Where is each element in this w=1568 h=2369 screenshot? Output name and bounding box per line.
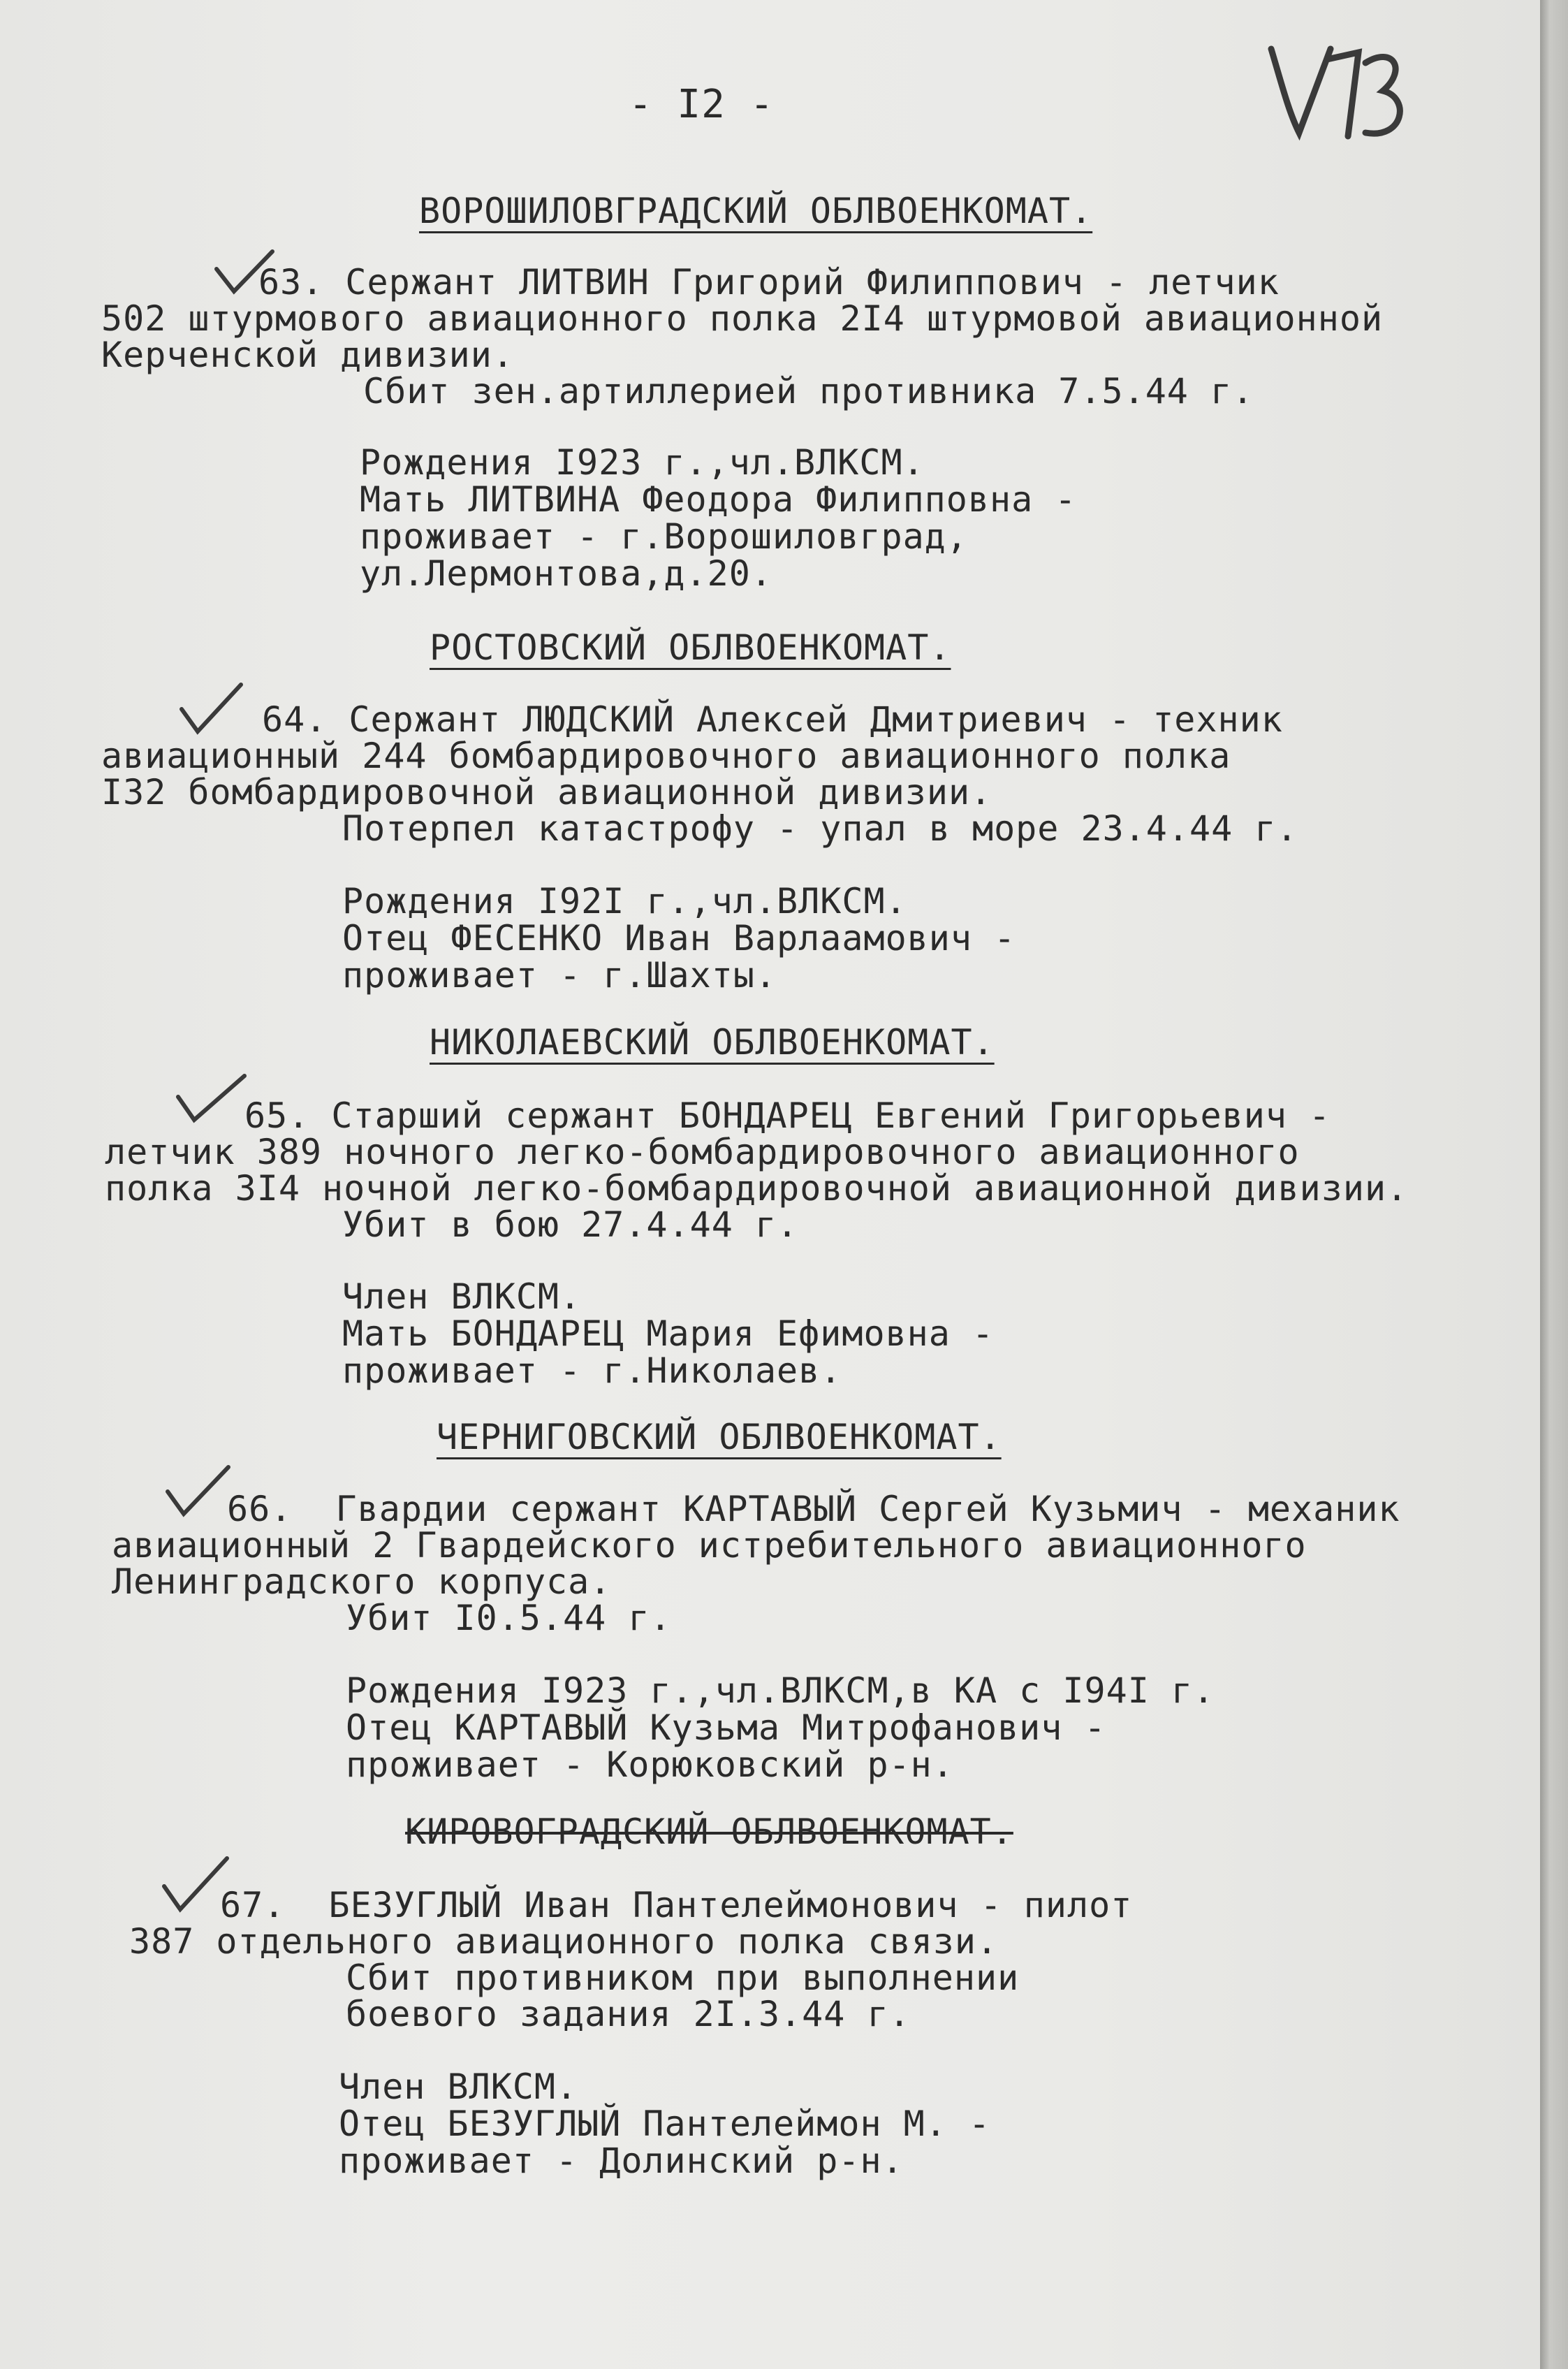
- entry-fate: боевого задания 2I.3.44 г.: [346, 1994, 911, 2034]
- entry-line: авиационный 2 Гвардейского истребительного авиационного: [112, 1525, 1307, 1566]
- section-heading: РОСТОВСКИЙ ОБЛВОЕНКОМАТ.: [430, 627, 951, 668]
- entry-fate: Убит в бою 27.4.44 г.: [342, 1204, 799, 1245]
- entry-info: Отец КАРТАВЫЙ Кузьма Митрофанович -: [346, 1707, 1106, 1748]
- entry-info: Рождения I92I г.,чл.ВЛКСМ.: [342, 881, 907, 921]
- section-heading: ЧЕРНИГОВСКИЙ ОБЛВОЕНКОМАТ.: [437, 1417, 1002, 1457]
- check-mark-icon: [175, 1072, 251, 1125]
- entry-info: Отец ФЕСЕНКО Иван Варлаамович -: [342, 918, 1016, 958]
- entry-info: ул.Лермонтова,д.20.: [360, 553, 772, 594]
- entry-line: 387 отдельного авиационного полка связи.: [129, 1921, 999, 1962]
- entry-info: проживает - г.Шахты.: [342, 955, 777, 996]
- entry-info: Отец БЕЗУГЛЫЙ Пантелеймон М. -: [339, 2104, 991, 2144]
- entry-line: авиационный 244 бомбардировочного авиационного полка: [101, 736, 1231, 776]
- entry-fate: Сбит зен.артиллерией противника 7.5.44 г.: [363, 371, 1254, 411]
- entry-line: 67. БЕЗУГЛЫЙ Иван Пантелеймонович - пилот: [220, 1885, 1133, 1925]
- entry-line: 66. Гвардии сержант КАРТАВЫЙ Сергей Кузьмич - механик: [227, 1489, 1400, 1529]
- entry-line: Ленинградского корпуса.: [112, 1561, 612, 1602]
- check-mark-icon: [164, 1464, 234, 1519]
- entry-line: I32 бомбардировочной авиационной дивизии.: [101, 772, 992, 812]
- entry-info: Мать БОНДАРЕЦ Мария Ефимовна -: [342, 1313, 995, 1354]
- handwritten-page-mark: [1261, 21, 1421, 154]
- page-edge: [1540, 0, 1568, 2369]
- section-heading: НИКОЛАЕВСКИЙ ОБЛВОЕНКОМАТ.: [430, 1022, 995, 1063]
- section-heading: ВОРОШИЛОВГРАДСКИЙ ОБЛВОЕНКОМАТ.: [419, 191, 1093, 231]
- page-number: - I2 -: [629, 82, 775, 127]
- entry-line: 63. Сержант ЛИТВИН Григорий Филиппович - летчик: [258, 262, 1280, 302]
- entry-info: Рождения I923 г.,чл.ВЛКСМ,в КА с I94I г.: [346, 1670, 1215, 1711]
- section-heading-struck: КИРОВОГРАДСКИЙ ОБЛВОЕНКОМАТ.: [405, 1812, 1013, 1852]
- entry-line: полка 3I4 ночной легко-бомбардировочной авиационной дивизии.: [105, 1168, 1409, 1209]
- entry-fate: Убит I0.5.44 г.: [346, 1598, 672, 1638]
- entry-fate: Потерпел катастрофу - упал в море 23.4.44 г.: [342, 808, 1298, 849]
- entry-line: 502 штурмового авиационного полка 2I4 штурмовой авиационной: [101, 298, 1384, 339]
- entry-line: 65. Старший сержант БОНДАРЕЦ Евгений Григорьевич -: [244, 1095, 1331, 1136]
- entry-info: Член ВЛКСМ.: [342, 1276, 582, 1317]
- check-mark-icon: [178, 681, 248, 737]
- entry-info: Рождения I923 г.,чл.ВЛКСМ.: [360, 442, 925, 483]
- entry-info: Член ВЛКСМ.: [339, 2067, 578, 2107]
- entry-info: проживает - г.Ворошиловград,: [360, 516, 968, 557]
- entry-info: Мать ЛИТВИНА Феодора Филипповна -: [360, 479, 1077, 520]
- entry-info: проживает - Корюковский р-н.: [346, 1744, 954, 1785]
- entry-line: 64. Сержант ЛЮДСКИЙ Алексей Дмитриевич - техник: [262, 699, 1283, 740]
- entry-line: летчик 389 ночного легко-бомбардировочного авиационного: [105, 1132, 1300, 1172]
- entry-fate: Сбит противником при выполнении: [346, 1958, 1020, 1998]
- entry-info: проживает - Долинский р-н.: [339, 2141, 904, 2181]
- entry-line: Керченской дивизии.: [101, 335, 514, 375]
- entry-info: проживает - г.Николаев.: [342, 1350, 842, 1391]
